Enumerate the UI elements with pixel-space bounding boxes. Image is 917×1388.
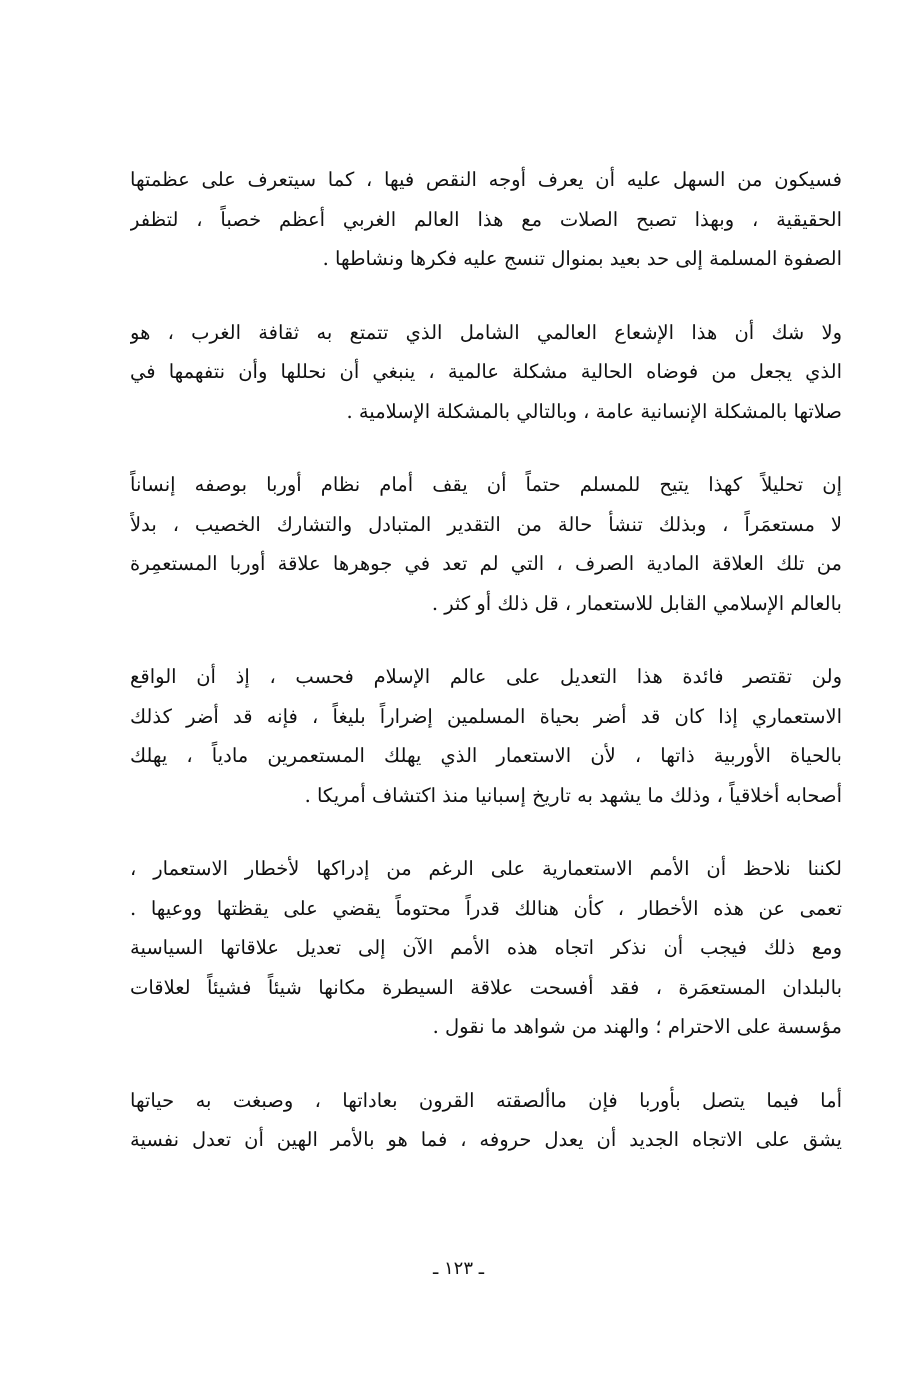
text-line: الذي يجعل من فوضاه الحالية مشكلة عالمية ، ينبغي أن نحللها وأن نتفهمها في [130,360,842,383]
text-line: ومع ذلك فيجب أن نذكر اتجاه هذه الأمم الآن إلى تعديل علاقاتها السياسية [130,936,842,959]
text-line: الاستعماري إذا كان قد أضر بحياة المسلمين إضراراً بليغاً ، فإنه قد أضر كذلك [130,704,842,728]
paragraph [130,849,842,1047]
text-line: بالعالم الإسلامي القابل للاستعمار ، قل ذلك أو كثر . [431,591,842,615]
text-line: أما فيما يتصل بأوربا فإن ماألصقته القرون بعاداتها ، وصبغت به حياتها [130,1088,842,1112]
text-line: الحقيقية ، وبهذا تصبح الصلات مع هذا العالم الغربي أعظم خصباً ، لتظفر [130,207,842,231]
paragraph [130,1081,842,1160]
text-line: من تلك العلاقة المادية الصرف ، التي لم تعد في جوهرها علاقة أوربا المستعمِرة [130,552,842,575]
paragraph [130,313,842,432]
text-line: فسيكون من السهل عليه أن يعرف أوجه النقص فيها ، كما سيتعرف على عظمتها [130,168,842,191]
text-line: تعمى عن هذه الأخطار ، كأن هنالك قدراً محتوماً يقضي على يقظتها ووعيها . [130,896,842,920]
text-line: بالحياة الأوربية ذاتها ، لأن الاستعمار الذي يهلك المستعمرين مادياً ، يهلك [130,744,842,767]
text-line: مؤسسة على الاحترام ؛ والهند من شواهد ما نقول . [432,1015,842,1038]
text-line: صلاتها بالمشكلة الإنسانية عامة ، وبالتالي بالمشكلة الإسلامية . [346,399,842,423]
page-number: ـ ١٢٣ ـ [432,1258,484,1279]
text-line: ولن تقتصر فائدة هذا التعديل على عالم الإسلام فحسب ، إذ أن الواقع [130,665,842,688]
text-line: بالبلدان المستعمَرة ، فقد أفسحت علاقة السيطرة مكانها شيئاً فشيئاً لعلاقات [130,975,842,999]
text-line: يشق على الاتجاه الجديد أن يعدل حروفه ، فما هو بالأمر الهين أن تعدل نفسية [130,1128,842,1151]
text-line: الصفوة المسلمة إلى حد بعيد بمنوال تنسج عليه فكرها ونشاطها . [322,247,842,270]
text-line: إن تحليلاً كهذا يتيح للمسلم حتماً أن يقف أمام نظام أوربا بوصفه إنساناً [130,473,842,496]
paragraph [130,657,842,815]
body-text [130,160,842,1194]
text-line: لا مستعمَراً ، وبذلك تنشأ حالة من التقدير المتبادل والتشارك الخصيب ، بدلاً [130,512,842,536]
text-line: ولا شك أن هذا الإشعاع العالمي الشامل الذي تتمتع به ثقافة الغرب ، هو [130,320,842,344]
paragraph [130,465,842,623]
paragraph [130,160,842,279]
text-line: أصحابه أخلاقياً ، وذلك ما يشهد به تاريخ إسبانيا منذ اكتشاف أمريكا . [304,783,842,807]
text-line: لكننا نلاحظ أن الأمم الاستعمارية على الرغم من إدراكها لأخطار الاستعمار ، [130,857,842,880]
